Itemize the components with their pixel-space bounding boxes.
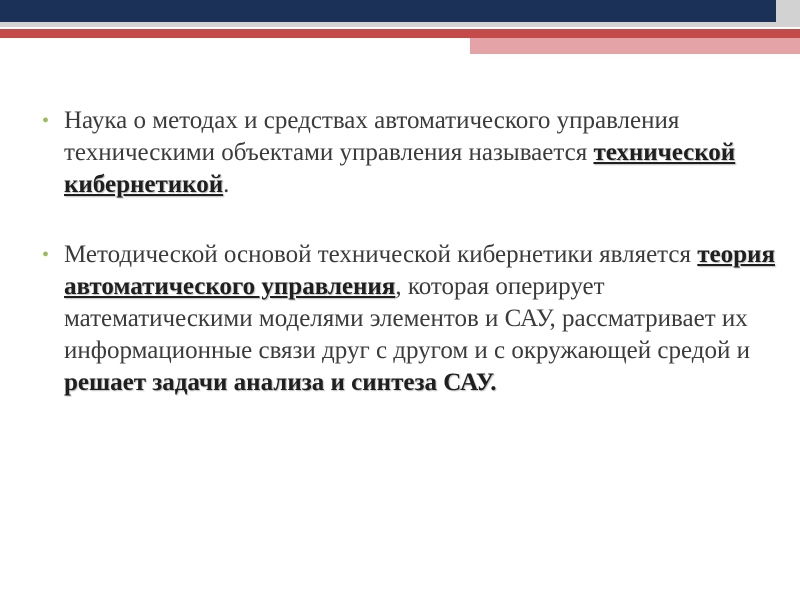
bullet-2-emphasis: теория автоматического управления — [64, 241, 775, 300]
bullet-dot-icon: • — [42, 244, 50, 266]
bullet-1-emphasis: технической кибернетикой — [64, 139, 736, 198]
bullet-2-text: Методической основой технической кибернетики является — [64, 241, 698, 268]
bullet-1-end: . — [223, 171, 230, 198]
header-red-stripe — [0, 29, 800, 38]
bullet-item-2 — [42, 239, 782, 399]
header-pink-stripe — [470, 38, 800, 54]
header-navy-bar — [0, 0, 776, 22]
bullet-2-middle: , которая оперирует математическими моделями элементов и САУ, рассматривает их информационные связи друг с другом и с окружающей средой и — [64, 273, 750, 364]
slide-content — [42, 105, 782, 399]
bullet-2-strong: решает задачи анализа и синтеза САУ. — [64, 369, 497, 396]
bullet-dot-icon: • — [42, 110, 50, 132]
bullet-item-1 — [42, 105, 782, 201]
bullet-1-text: Наука о методах и средствах автоматического управления техническими объектами управления называется — [64, 107, 680, 166]
